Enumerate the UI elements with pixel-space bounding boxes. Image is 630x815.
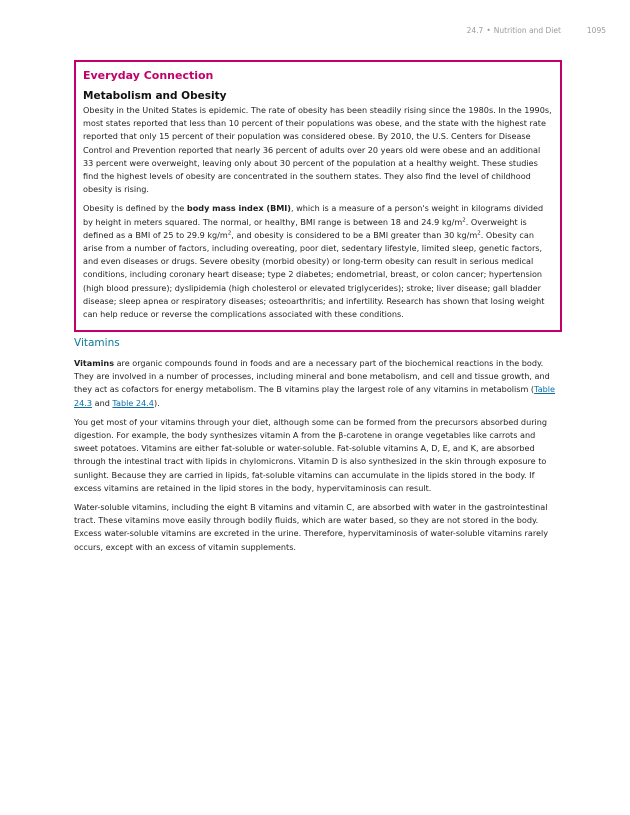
text-run: are organic compounds found in foods and are a necessary part of the biochemical reactions in the body. They are involved in a number of processes, including mineral and bone metabolism, and cell and tissue growth, and they act as cofactors for energy metabolism. The B vitamins play the largest role of any vitamins in metabolism ( [74,358,550,395]
text-run: . Overweight is defined as a BMI of 25 to 29.9 kg/m [83,216,527,240]
text-run: . Obesity can arise from a number of factors, including overeating, poor diet, sedentary lifestyle, limited sleep, genetic factors, and even diseases or drugs. Severe obesity (morbid obesity) or long-term obesity can result in serious medical conditions, including coronary heart disease; type 2 diabetes; endometrial, breast, or colon cancer; hypertension (high blood pressure); dyslipidemia (high cholesterol or elevated triglycerides); stroke; liver disease; gall bladder disease; sleep apnea or respiratory diseases; osteoarthritis; and infertility. Research has shown that losing weight can help reduce or reverse the complications associated with these conditions. [83,229,545,320]
text-run: , and obesity is considered to be a BMI greater than 30 kg/m [231,229,478,240]
section-name: Nutrition and Diet [493,26,561,35]
table-24-3-link[interactable]: Table 24.3 [74,384,556,408]
table-24-4-link[interactable]: Table 24.4 [112,397,154,408]
superscript: 2 [227,230,232,237]
feature-paragraph: Obesity in the United States is epidemic. The rate of obesity has been steadily rising since the 1980s. In the 1990s, most states reported that less than 10 percent of their populations was obese, and the state with the highest rate reported that only 15 percent of their population was considered obese. By 2010, the U.S. Centers for Disease Control and Prevention reported that nearly 36 percent of adults over 20 years old were obese and an additional 33 percent were overweight, leaving only about 30 percent of the population at a healthy weight. These studies find the highest levels of obesity are concentrated in the southern states. They also find the level of childhood obesity is rising. [83,105,552,195]
text-run: , which is a measure of a person's weight in kilograms divided by height in meters squared. The normal, or healthy, BMI range is between 18 and 24.9 kg/m [83,203,544,227]
superscript: 2 [462,216,466,223]
text-run: and [92,397,113,408]
bmi-term: body mass index (BMI) [186,203,292,214]
body-paragraph: Water-soluble vitamins, including the eight B vitamins and vitamin C, are absorbed with water in the gastrointestinal tract. These vitamins move easily through bodily fluids, which are water based, so they are not stored in the body. Excess water-soluble vitamins are excreted in the urine. Therefore, hypervitaminosis of water-soluble vitamins rarely occurs, except with an excess of vitamin supplements. [74,502,548,552]
feature-paragraph [83,202,553,321]
running-header [467,26,606,35]
vitamins-term: Vitamins [74,358,115,368]
feature-label: Everyday Connection [83,69,214,82]
vitamins-section [74,337,560,560]
superscript: 2 [477,230,481,237]
page-number: 1095 [586,26,606,35]
body-paragraph [74,357,560,410]
chapter-number: 24.7 [466,26,484,35]
body-paragraph: You get most of your vitamins through your diet, although some can be formed from the precursors absorbed during digestion. For example, the body synthesizes vitamin A from the β-carotene in orange vegetables like carrots and sweet potatoes. Vitamins are either fat-soluble or water-soluble. Fat-soluble vitamins A, D, E, and K, are absorbed through the intestinal tract with lipids in chylomicrons. Vitamin D is also synthesized in the skin through exposure to sunlight. Because they are carried in lipids, fat-soluble vitamins can accumulate in the lipids stored in the body. If excess vitamins are retained in the lipid stores in the body, hypervitaminosis can result. [74,416,548,493]
feature-title: Metabolism and Obesity [83,90,227,102]
everyday-connection-box [74,60,562,332]
text-run: Obesity is defined by the [83,203,187,214]
section-title: Vitamins [74,337,120,349]
text-run: ). [153,397,160,408]
header-bullet: • [486,26,491,35]
